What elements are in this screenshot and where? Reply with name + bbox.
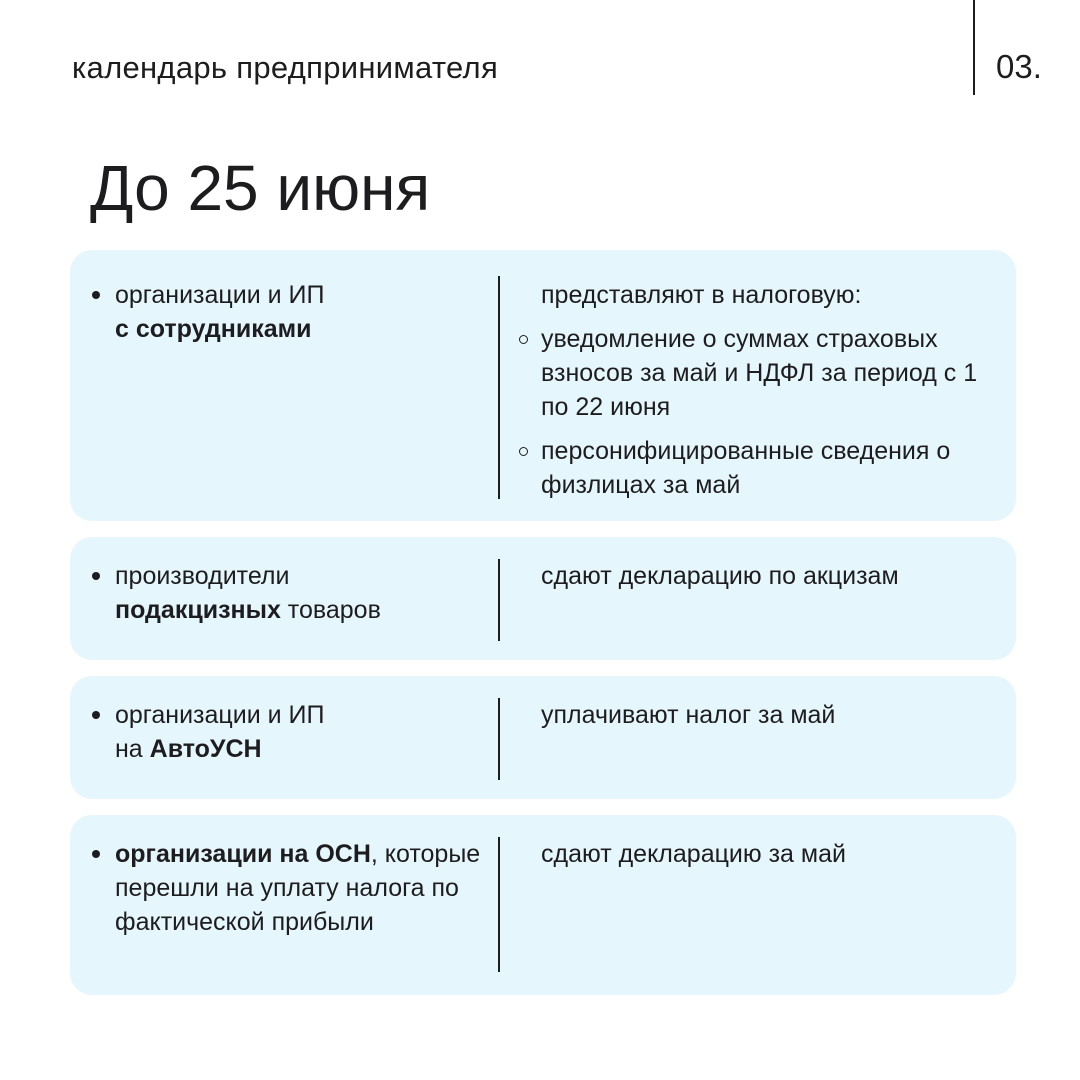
bullet-icon (92, 291, 100, 299)
list-item-text: уведомление о суммах страховых взносов за май и НДФЛ за период с 1 по 22 июня (541, 325, 978, 421)
card-what: сдают декларацию за май (541, 840, 846, 868)
column-divider (498, 559, 500, 641)
card-who (115, 698, 495, 766)
card-what (541, 278, 1001, 502)
who-bold: АвтоУСН (149, 735, 262, 763)
card-what: сдают декларацию по акцизам (541, 562, 899, 590)
column-divider (498, 837, 500, 972)
card-autousn (70, 676, 1016, 799)
card-employees (70, 250, 1016, 521)
circle-bullet-icon (519, 335, 528, 344)
who-bold: с сотрудниками (115, 315, 312, 343)
who-rest: товаров (280, 596, 381, 624)
page-number: 03. (996, 48, 1042, 85)
column-divider (498, 698, 500, 780)
card-who (115, 559, 495, 627)
who-bold: подакцизных (115, 596, 281, 624)
who-rest: , которые перешли на уплату налога по фактической прибыли (115, 840, 481, 936)
who-line: организации и ИП (115, 701, 325, 729)
bullet-icon (92, 850, 100, 858)
header-title: календарь предпринимателя (72, 50, 499, 85)
column-divider (498, 276, 500, 499)
bullet-icon (92, 711, 100, 719)
who-bold: организации на ОСН (115, 840, 371, 868)
card-what: уплачивают налог за май (541, 701, 836, 729)
list-item (541, 434, 1001, 502)
header-divider (973, 0, 975, 95)
who-line: производители (115, 562, 290, 590)
list-item (541, 322, 1001, 424)
who-prefix: на (115, 735, 150, 763)
card-osn (70, 815, 1016, 995)
what-intro: представляют в налоговую: (541, 281, 862, 309)
list-item-text: персонифицированные сведения о физлицах за май (541, 437, 951, 499)
page-title: До 25 июня (90, 152, 431, 224)
who-line: организации и ИП (115, 281, 325, 309)
circle-bullet-icon (519, 447, 528, 456)
card-who (115, 837, 490, 939)
card-excise (70, 537, 1016, 660)
bullet-icon (92, 572, 100, 580)
card-who (115, 278, 495, 346)
